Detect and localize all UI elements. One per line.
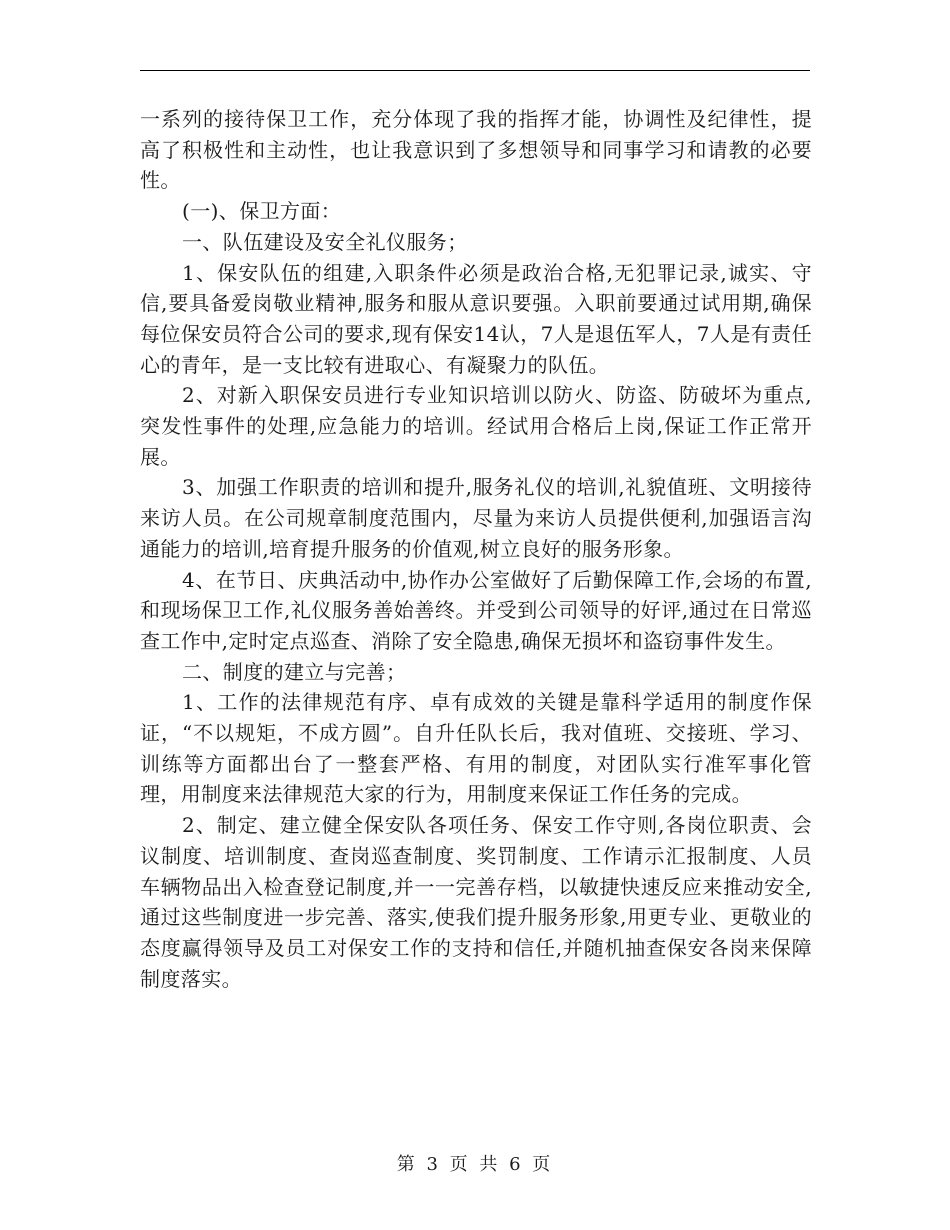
paragraph-etiquette: 3、加强工作职责的培训和提升,服务礼仪的培训,礼貌值班、文明接待来访人员。在公司规章制度范围内，尽量为来访人员提供便利,加强语言沟通能力的培训,培育提升服务的价值观,树立良好的服务形象。 [140,475,812,561]
paragraph-events: 4、在节日、庆典活动中,协作办公室做好了后勤保障工作,会场的布置,和现场保卫工作,礼仪服务善始善终。并受到公司领导的好评,通过在日常巡查工作中,定时定点巡查、消除了安全隐患,确保无损坏和盗窃事件发生。 [140,567,812,653]
page-number: 第 3 页 共 6 页 [396,1154,554,1175]
subheading-system-building: 二、制度的建立与完善； [182,659,407,684]
paragraph-1: 一系列的接待保卫工作，充分体现了我的指挥才能，协调性及纪律性，提高了积极性和主动性，也让我意识到了多想领导和同事学习和请教的必要性。 [140,107,812,193]
paragraph-team-formation: 1、保安队伍的组建,入职条件必须是政治合格,无犯罪记录,诚实、守信,要具备爱岗敬业精神,服务和服从意识要强。入职前要通过试用期,确保每位保安员符合公司的要求,现有保安14认，7人是退伍军人，7人是有责任心的青年，是一支比较有进取心、有凝聚力的队伍。 [140,260,812,377]
paragraph-rules-guarantee: 1、工作的法律规范有序、卓有成效的关键是靠科学适用的制度作保证，“不以规矩，不成方圆”。自升任队长后，我对值班、交接班、学习、训练等方面都出台了一整套严格、有用的制度，对团队实行准军事化管理，用制度来法律规范大家的行为，用制度来保证工作任务的完成。 [140,690,812,807]
body-text [140,104,812,994]
section-heading-security: (一)、保卫方面： [182,199,342,224]
subheading-team-building: 一、队伍建设及安全礼仪服务； [182,229,468,254]
header-rule [140,70,810,71]
paragraph-regulations: 2、制定、建立健全保安队各项任务、保安工作守则,各岗位职责、会议制度、培训制度、查岗巡查制度、奖罚制度、工作请示汇报制度、人员车辆物品出入检查登记制度,并一一完善存档，以敏捷快速反应来推动安全,通过这些制度进一步完善、落实,使我们提升服务形象,用更专业、更敬业的态度赢得领导及员工对保安工作的支持和信任,并随机抽查保安各岗来保障制度落实。 [140,813,812,991]
paragraph-training: 2、对新入职保安员进行专业知识培训以防火、防盗、防破坏为重点,突发性事件的处理,应急能力的培训。经试用合格后上岗,保证工作正常开展。 [140,383,812,469]
